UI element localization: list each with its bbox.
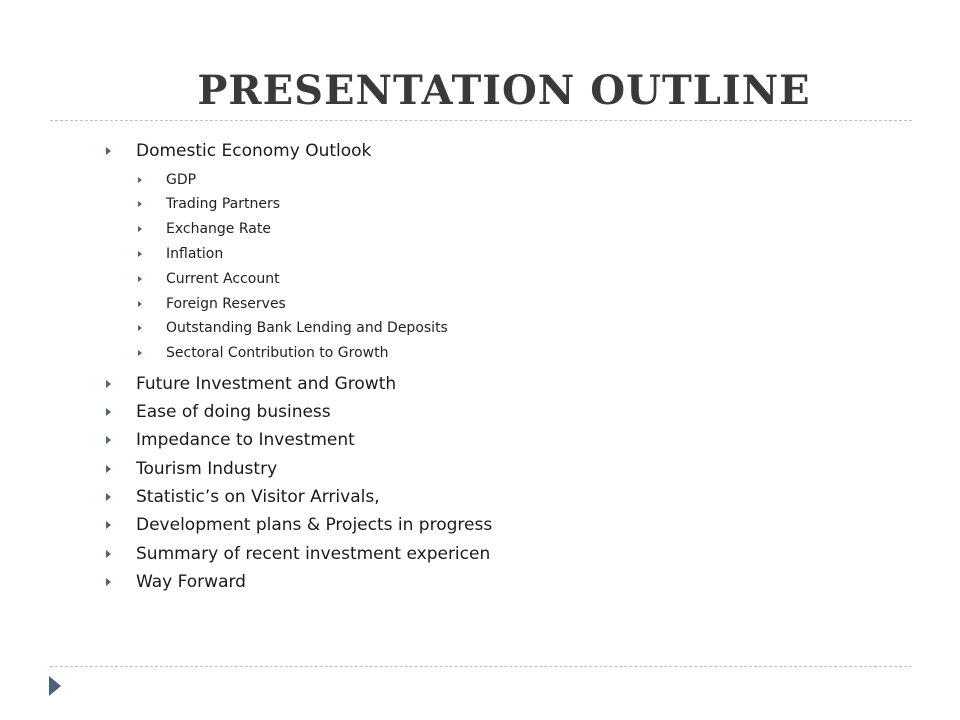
next-slide-arrow-icon[interactable] bbox=[49, 676, 61, 696]
outline-subitem-label: Inflation bbox=[166, 246, 224, 263]
outline-sublist bbox=[100, 165, 880, 369]
title-divider bbox=[50, 120, 912, 121]
outline-subitem bbox=[100, 291, 880, 316]
outline-item bbox=[100, 455, 880, 483]
footer-divider bbox=[50, 666, 912, 667]
bullet-icon bbox=[106, 493, 111, 501]
outline-subitem bbox=[100, 167, 880, 192]
outline-subitem-label: Current Account bbox=[166, 270, 280, 287]
bullet-icon bbox=[138, 325, 142, 331]
outline-subitem bbox=[100, 217, 880, 242]
outline-item bbox=[100, 370, 880, 398]
outline-subitem bbox=[100, 192, 880, 217]
bullet-icon bbox=[138, 251, 142, 257]
outline-item bbox=[100, 483, 880, 511]
outline-item bbox=[100, 511, 880, 539]
bullet-icon bbox=[138, 201, 142, 207]
outline-subitem bbox=[100, 266, 880, 291]
outline-item-label: Tourism Industry bbox=[136, 458, 278, 479]
bullet-icon bbox=[106, 521, 111, 529]
outline-item-label: Domestic Economy Outlook bbox=[136, 141, 372, 162]
outline-item bbox=[100, 137, 880, 165]
outline-subitem bbox=[100, 341, 880, 366]
outline-list bbox=[100, 137, 880, 596]
outline-item-label: Statistic’s on Visitor Arrivals, bbox=[136, 487, 380, 507]
bullet-icon bbox=[106, 408, 111, 416]
outline-item-label: Ease of doing business bbox=[136, 402, 331, 423]
bullet-icon bbox=[106, 578, 111, 586]
outline-subitem-label: Outstanding Bank Lending and Deposits bbox=[166, 320, 448, 337]
outline-subitem bbox=[100, 316, 880, 341]
bullet-icon bbox=[138, 177, 142, 183]
outline-item-label: Way Forward bbox=[136, 571, 246, 592]
outline-item bbox=[100, 539, 880, 567]
outline-item-label: Future Investment and Growth bbox=[136, 373, 397, 394]
outline-item-domestic-economy bbox=[100, 137, 880, 370]
bullet-icon bbox=[138, 350, 142, 356]
bullet-icon bbox=[138, 301, 142, 307]
slide-title: PRESENTATION OUTLINE bbox=[197, 67, 811, 114]
outline-subitem-label: Sectoral Contribution to Growth bbox=[166, 345, 389, 362]
outline-subitem-label: Foreign Reserves bbox=[166, 295, 286, 312]
outline-item-label: Summary of recent investment expericen bbox=[136, 543, 491, 564]
bullet-icon bbox=[106, 550, 111, 558]
outline-item bbox=[100, 568, 880, 596]
outline-subitem-label: GDP bbox=[166, 171, 197, 188]
outline-subitem bbox=[100, 242, 880, 267]
bullet-icon bbox=[106, 465, 111, 473]
outline-subitem-label: Exchange Rate bbox=[166, 221, 271, 238]
bullet-icon bbox=[106, 436, 111, 444]
outline-item bbox=[100, 426, 880, 454]
bullet-icon bbox=[138, 276, 142, 282]
outline-item bbox=[100, 398, 880, 426]
bullet-icon bbox=[106, 147, 111, 155]
outline-item-label: Development plans & Projects in progress bbox=[136, 515, 493, 536]
bullet-icon bbox=[138, 226, 142, 232]
bullet-icon bbox=[106, 380, 111, 388]
outline-subitem-label: Trading Partners bbox=[166, 196, 280, 213]
outline-item-label: Impedance to Investment bbox=[136, 430, 355, 451]
